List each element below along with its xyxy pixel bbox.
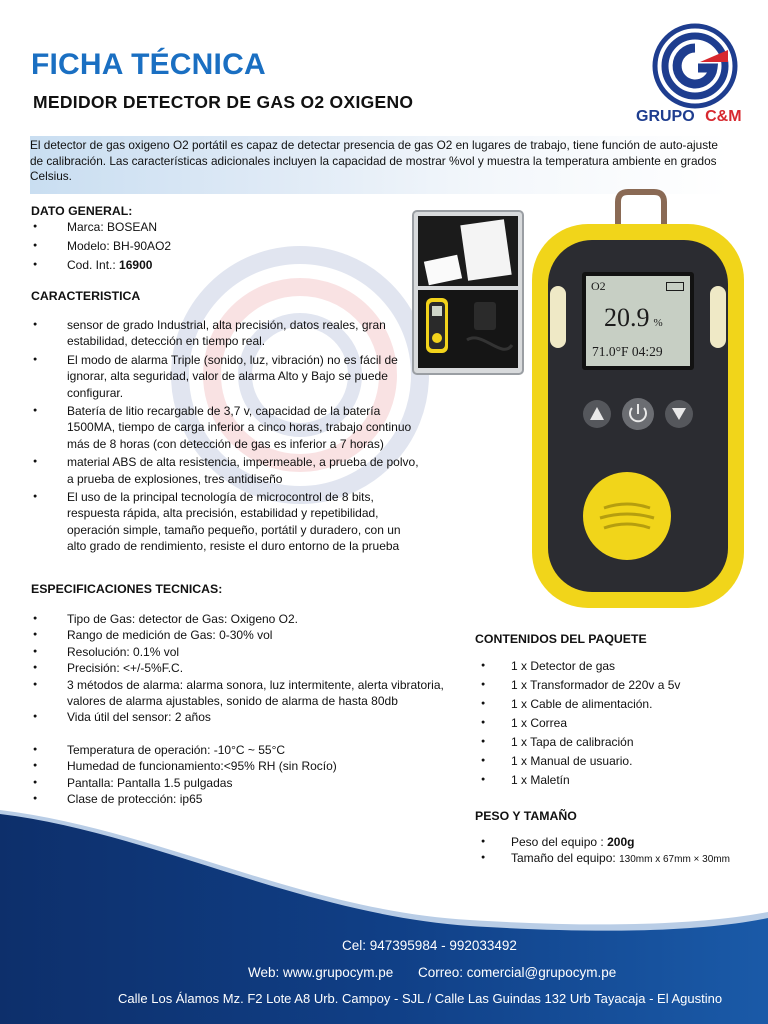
device-reading: 20.9 % (604, 303, 663, 332)
peso-heading: PESO Y TAMAÑO (475, 809, 577, 823)
list-item: ● 1 x Transformador de 220v a 5v (475, 677, 745, 696)
list-item: ● El uso de la principal tecnología de microcontrol de 8 bits, respuesta rápida, alta precisión, estabilidad y repetibilidad, operación simple, tamaño pequeño, portátil y duradero, con un alto grado de rendimiento, resiste el duro entorno de la prueba (31, 489, 421, 555)
list-item: ● Resolución: 0.1% vol (31, 644, 451, 660)
brand-name-left: GRUPO (636, 108, 695, 125)
list-item: ● Batería de litio recargable de 3,7 v, capacidad de la batería 1500MA, tiempo de carga inferior a cinco horas, trabajo continuo más de 8 horas (con detección de gas es inferior a 7 horas) (31, 403, 421, 452)
device-gas-label: O2 (591, 279, 606, 293)
list-item: ● Temperatura de operación: -10°C ~ 55°C (31, 742, 451, 758)
list-item: ● Pantalla: Pantalla 1.5 pulgadas (31, 775, 451, 791)
dato-general-heading: DATO GENERAL: (31, 204, 133, 218)
list-item: ● 1 x Tapa de calibración (475, 734, 745, 753)
list-item: ● Precisión: <+/-5%F.C. (31, 660, 451, 676)
product-kit-image (412, 210, 524, 375)
list-item: ● 1 x Correa (475, 715, 745, 734)
list-item: ● Modelo: BH-90AO2 (31, 238, 391, 257)
list-item: ● 1 x Detector de gas (475, 658, 745, 677)
list-item: ● sensor de grado Industrial, alta precisión, datos reales, gran estabilidad, detección en tiempo real. (31, 317, 421, 350)
list-item: ● 3 métodos de alarma: alarma sonora, luz intermitente, alerta vibratoria, valores de alarma ajustables, sonido de alarma de hasta 80db (31, 677, 451, 710)
list-item: ● Tamaño del equipo: 130mm x 67mm × 30mm (475, 850, 755, 868)
footer-email[interactable]: Correo: comercial@grupocym.pe (418, 965, 617, 980)
list-item: ● Rango de medición de Gas: 0-30% vol (31, 627, 451, 643)
especificaciones-heading: ESPECIFICACIONES TECNICAS: (31, 582, 223, 596)
intro-paragraph: El detector de gas oxigeno O2 portátil es capaz de detectar presencia de gas O2 en lugares de trabajo, tiene función de auto-ajuste de calibración. Las características adicionales incluyen la capacidad de mostrar %vol y muestra la temperatura ambiente en grados Celsius. (30, 136, 730, 194)
list-item: ● Marca: BOSEAN (31, 219, 391, 238)
detector-device (530, 188, 748, 610)
list-item: ● 1 x Maletín (475, 772, 745, 791)
battery-icon (666, 282, 684, 291)
dato-general-list (31, 219, 391, 276)
footer-phone: Cel: 947395984 - 992033492 (342, 938, 517, 953)
list-item: ● Cod. Int.: 16900 (31, 257, 391, 276)
list-item: ● Clase de protección: ip65 (31, 791, 451, 807)
list-item: ● material ABS de alta resistencia, impermeable, a prueba de polvo, a prueba de explosiones, tres antidiseño (31, 454, 421, 487)
brand-name-right: C&M (705, 108, 742, 125)
list-item: ● 1 x Manual de usuario. (475, 753, 745, 772)
list-item: ● 1 x Cable de alimentación. (475, 696, 745, 715)
especificaciones-list (31, 611, 451, 807)
device-screen (586, 276, 690, 366)
page-title: FICHA TÉCNICA (31, 48, 266, 81)
footer-address: Calle Los Álamos Mz. F2 Lote A8 Urb. Campoy - SJL / Calle Las Guindas 132 Urb Tayacaja - El Agustino (118, 991, 723, 1006)
list-item: ● Tipo de Gas: detector de Gas: Oxigeno O2. (31, 611, 451, 627)
list-item: ● Vida útil del sensor: 2 años (31, 709, 451, 725)
device-status: 71.0°F 04:29 (592, 344, 663, 359)
list-item: ● El modo de alarma Triple (sonido, luz, vibración) no es fácil de ignorar, alta seguridad, valor de alarma Alto y Bajo se puede configurar. (31, 352, 421, 401)
contenidos-heading: CONTENIDOS DEL PAQUETE (475, 632, 647, 646)
contenidos-list (475, 658, 745, 791)
footer-web[interactable]: Web: www.grupocym.pe (248, 965, 394, 980)
caracteristica-list (31, 317, 421, 555)
caracteristica-heading: CARACTERISTICA (31, 289, 141, 303)
brand-logo (630, 20, 760, 130)
list-item: ● Humedad de funcionamiento:<95% RH (sin Rocío) (31, 758, 451, 774)
list-item: ● Peso del equipo : 200g (475, 834, 755, 850)
page-subtitle: MEDIDOR DETECTOR DE GAS O2 OXIGENO (33, 92, 414, 112)
